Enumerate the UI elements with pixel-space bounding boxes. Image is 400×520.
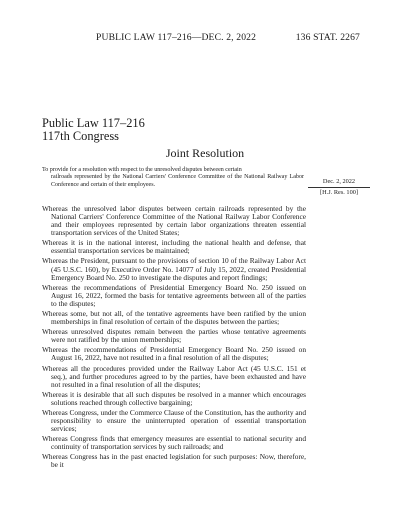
whereas-clause: Whereas the recommendations of Presidential Emergency Board No. 250 issued on August 16, 2022, formed the basis for tentative agreements between all of the parties to the disputes;: [42, 282, 306, 308]
margin-note-bill: [H.J. Res. 100]: [320, 189, 358, 196]
running-head-title: PUBLIC LAW 117–216—DEC. 2, 2022: [96, 32, 257, 43]
statute-page-number: 136 STAT. 2267: [295, 32, 360, 43]
whereas-clause: Whereas it is in the national interest, including the national health and defense, that essential transportation services be maintained;: [42, 238, 306, 256]
whereas-clause: Whereas the President, pursuant to the provisions of section 10 of the Railway Labor Act (45 U.S.C. 160), by Executive Order No. 14077 of July 15, 2022, created Presidential Emergency Board No. 250 to investigate the disputes and report findings;: [42, 256, 306, 282]
whereas-clauses: [42, 205, 306, 472]
purpose-continuation: railroads represented by the National Carriers' Conference Committee of the National Railway Labor Conference and certain of their employees.: [51, 174, 304, 188]
whereas-clause: Whereas Congress has in the past enacted legislation for such purposes: Now, therefore, be it: [42, 452, 306, 470]
running-head: [0, 32, 400, 46]
whereas-clause: Whereas the unresolved labor disputes between certain railroads represented by the National Carriers' Conference Committee of the National Railway Labor Conference and their employees represented by certain labor organizations threaten essential transportation services of the United States;: [42, 204, 306, 238]
purpose-statement: [42, 167, 304, 189]
whereas-clause: Whereas Congress finds that emergency measures are essential to national security and continuity of transportation services by such railroads; and: [42, 434, 306, 452]
whereas-clause: Whereas some, but not all, of the tentative agreements have been ratified by the union memberships in final resolution of certain of the disputes between the parties;: [42, 308, 306, 326]
margin-note-date: Dec. 2, 2022: [308, 178, 370, 188]
whereas-clause: Whereas all the procedures provided under the Railway Labor Act (45 U.S.C. 151 et seq.), and further procedures agreed to by the parties, have been exhausted and have not resulted in a final resolution of all the disputes;: [42, 363, 306, 389]
margin-notes: [308, 178, 370, 197]
whereas-clause: Whereas unresolved disputes remain between the parties whose tentative agreements were not ratified by the union memberships;: [42, 327, 306, 345]
congress-label: 117th Congress: [42, 129, 119, 143]
law-number: Public Law 117–216: [42, 116, 145, 130]
document-type-heading: Joint Resolution: [165, 146, 245, 160]
whereas-clause: Whereas the recommendations of Presidential Emergency Board No. 250 issued on August 16, 2022, have not resulted in a final resolution of all the disputes;: [42, 345, 306, 363]
whereas-clause: Whereas Congress, under the Commerce Clause of the Constitution, has the authority and responsibility to ensure the uninterrupted operation of essential transportation services;: [42, 407, 306, 434]
purpose-first-line: To provide for a resolution with respect to the unresolved disputes between certain: [42, 167, 242, 173]
whereas-clause: Whereas it is desirable that all such disputes be resolved in a manner which encourages solutions reached through collective bargaining;: [42, 389, 306, 407]
